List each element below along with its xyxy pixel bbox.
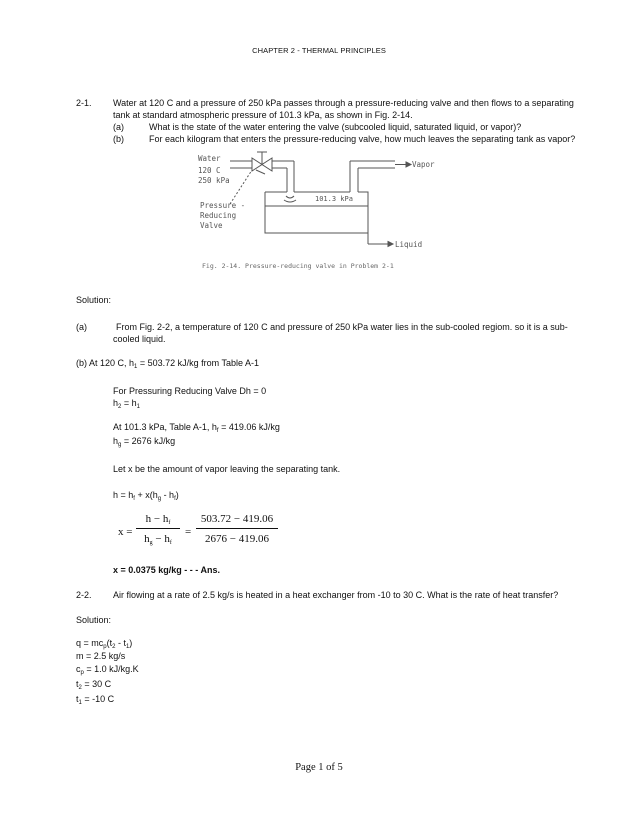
part-b-question: For each kilogram that enters the pressure-reducing valve, how much leaves the separating tank as vapor? (149, 134, 576, 144)
vapor-label: Vapor (412, 160, 435, 169)
figure-drawing (190, 148, 450, 273)
figure-caption: Fig. 2-14. Pressure-reducing valve in Problem 2-1 (202, 262, 394, 270)
part-a-question: What is the state of the water entering the valve (subcooled liquid, saturated liquid, or vapor)? (149, 122, 522, 132)
fraction-bar-symbolic (136, 528, 180, 529)
valve-label-line2: Reducing (200, 211, 237, 220)
problem-statement-line1: Water at 120 C and a pressure of 250 kPa passes through a pressure-reducing valve and then flows to a separating (113, 98, 574, 108)
enthalpy-balance-equation: $h = h_f + x(h_g - h_f)$ (113, 490, 179, 502)
cp-value: $c_p = 1.0$ kJ/kg.K (76, 664, 139, 676)
quality-fraction-equation (118, 513, 278, 553)
solution-a-line1: From Fig. 2-2, a temperature of 120 C and pressure of 250 kPa water lies in the sub-cooled regiom. so it is a sub- (116, 322, 568, 332)
solution-heading-2: Solution: (76, 615, 112, 625)
valve-label-line3: Valve (200, 221, 223, 230)
mass-flow-value: m = 2.5 kg/s (76, 651, 126, 661)
valve-label-line1: Pressure - (200, 201, 246, 210)
page-number: Page 1 of 5 (295, 762, 343, 773)
part-a-label: (a) (113, 122, 124, 132)
inlet-temperature-label: 120 C (198, 166, 221, 175)
heat-transfer-equation: $q = mc_p(t_2 - t_1)$ (76, 638, 133, 650)
water-label: Water (198, 154, 221, 163)
solution-heading: Solution: (76, 295, 112, 305)
answer-2-1: x = 0.0375 kg/kg - - - Ans. (113, 565, 220, 575)
t1-value: $t_1 = -10$ C (76, 694, 115, 706)
part-b-label: (b) (113, 134, 124, 144)
pressure-reducing-valve-figure (190, 148, 450, 273)
tank-pressure-label: 101.3 kPa (315, 195, 353, 203)
fraction-denominator-symbolic: $h_g - h_f$ (144, 533, 172, 546)
problem-statement-2-2: Air flowing at a rate of 2.5 kg/s is heated in a heat exchanger from -10 to 30 C. What is the rate of heat transfer? (113, 590, 559, 600)
x-equals: x = (118, 526, 133, 538)
problem-statement-line2: tank at standard atmospheric pressure of 101.3 kPa, as shown in Fig. 2-14. (113, 110, 413, 120)
let-x-statement: Let x be the amount of vapor leaving the separating tank. (113, 464, 341, 474)
inlet-pressure-label: 250 kPa (198, 176, 230, 185)
problem-number-2-2: 2-2. (76, 590, 92, 600)
chapter-header: CHAPTER 2 - THERMAL PRINCIPLES (252, 46, 386, 55)
fraction-equals: = (185, 526, 192, 538)
hf-value: At 101.3 kPa, Table A-1, $h_f = 419.06$ kJ/kg (113, 422, 280, 434)
hg-value: $h_g = 2676$ kJ/kg (113, 436, 176, 448)
solution-a-line2: cooled liquid. (113, 334, 166, 344)
problem-number: 2-1. (76, 98, 92, 108)
fraction-denominator-numeric: 2676 − 419.06 (205, 533, 269, 545)
t2-value: $t_2 = 30$ C (76, 679, 112, 691)
solution-b-enthalpy: (b) At 120 C, $h_1 = 503.72$ kJ/kg from Table A-1 (76, 358, 260, 370)
solution-a-label: (a) (76, 322, 87, 332)
liquid-label: Liquid (395, 240, 423, 249)
fraction-bar-numeric (196, 528, 278, 529)
fraction-numerator-numeric: 503.72 − 419.06 (200, 513, 274, 525)
h2-equation: $h_2 = h_1$ (113, 398, 140, 410)
valve-statement: For Pressuring Reducing Valve Dh = 0 (113, 386, 267, 396)
fraction-numerator-symbolic: $h - h_f$ (145, 513, 171, 526)
